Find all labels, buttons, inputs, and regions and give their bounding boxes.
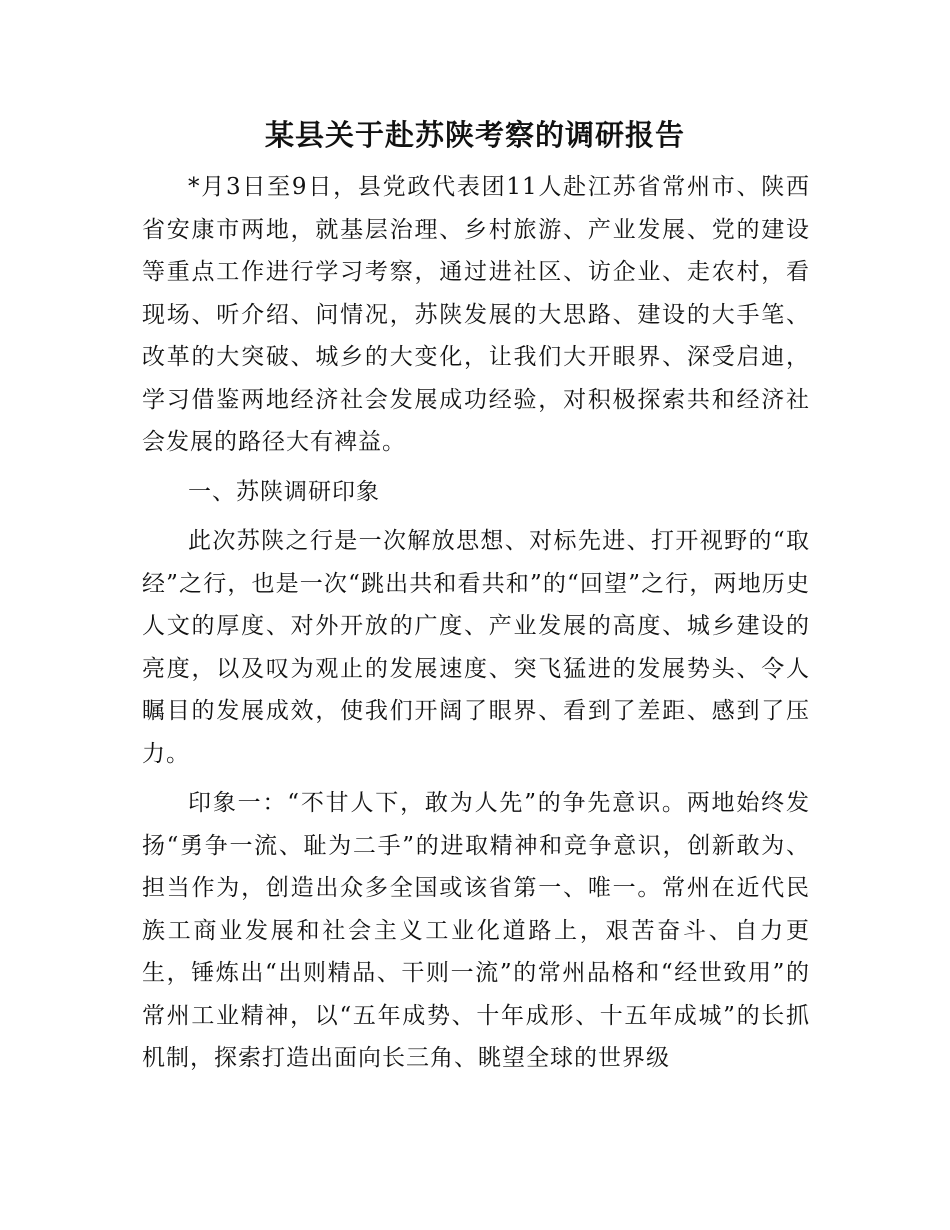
body-paragraph: 此次苏陕之行是一次解放思想、对标先进、打开视野的“取经”之行，也是一次“跳出共和看共和”的“回望”之行，两地历史人文的厚度、对外开放的广度、产业发展的高度、城乡建设的亮度，以及叹为观止的发展速度、突飞猛进的发展势头、令人瞩目的发展成效，使我们开阔了眼界、看到了差距、感到了压力。	[142, 528, 810, 767]
document-body	[142, 166, 810, 1080]
body-paragraph: 印象一：“不甘人下，敢为人先”的争先意识。两地始终发扬“勇争一流、耻为二手”的进取精神和竞争意识，创新敢为、担当作为，创造出众多全国或该省第一、唯一。常州在近代民族工商业发展和社会主义工业化道路上，艰苦奋斗、自力更生，锤炼出“出则精品、干则一流”的常州品格和“经世致用”的常州工业精神，以“五年成势、十年成形、十五年成城”的长抓机制，探索打造出面向长三角、眺望全球的世界级	[142, 790, 810, 1071]
section-heading: 一、苏陕调研印象	[188, 478, 380, 505]
document-title: 某县关于赴苏陕考察的调研报告	[264, 118, 685, 152]
intro-paragraph: *月3日至9日，县党政代表团11人赴江苏省常州市、陕西省安康市两地，就基层治理、乡村旅游、产业发展、党的建设等重点工作进行学习考察，通过进社区、访企业、走农村，看现场、听介绍、问情况，苏陕发展的大思路、建设的大手笔、改革的大突破、城乡的大变化，让我们大开眼界、深受启迪，学习借鉴两地经济社会发展成功经验，对积极探索共和经济社会发展的路径大有裨益。	[142, 174, 810, 455]
